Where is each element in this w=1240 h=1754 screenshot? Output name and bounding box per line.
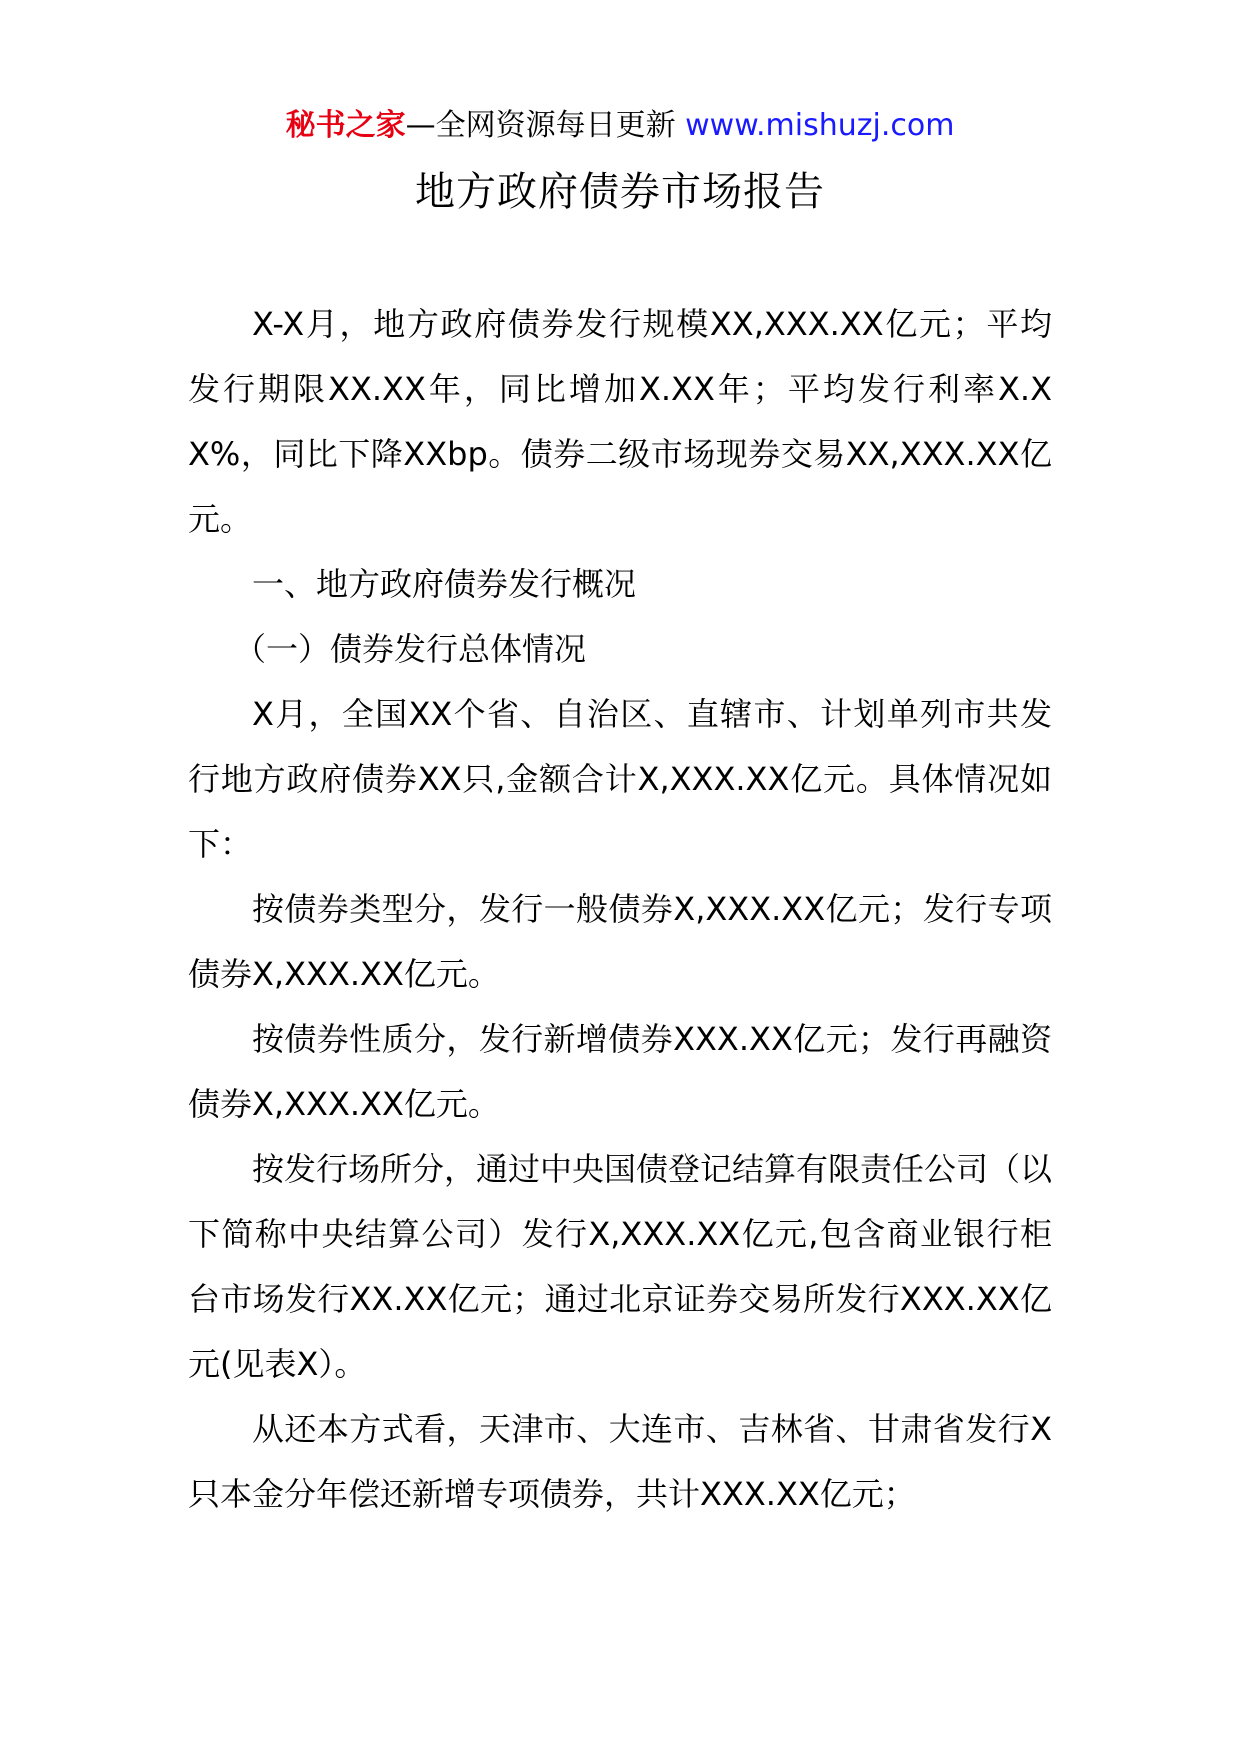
section-heading: 一、地方政府债券发行概况 <box>252 565 637 603</box>
document-body <box>188 292 1052 1527</box>
paragraph-by-venue: 按发行场所分，通过中央国债登记结算有限责任公司（以下简称中央结算公司）发行X,XXX.XX亿元,包含商业银行柜台市场发行XX.XX亿元；通过北京证券交易所发行XXX.XX亿元(见表X）。 <box>188 1150 1053 1383</box>
paragraph-overview: X月，全国XX个省、自治区、直辖市、计划单列市共发行地方政府债券XX只,金额合计X,XXX.XX亿元。具体情况如下： <box>188 695 1052 863</box>
site-url-link[interactable]: www.mishuzj.com <box>685 108 955 143</box>
paragraph-repayment: 从还本方式看，天津市、大连市、吉林省、甘肃省发行X只本金分年偿还新增专项债券，共计XXX.XX亿元； <box>188 1410 1052 1513</box>
document-title: 地方政府债券市场报告 <box>415 169 825 215</box>
paragraph-by-type: 按债券类型分，发行一般债券X,XXX.XX亿元；发行专项债券X,XXX.XX亿元。 <box>188 890 1052 993</box>
paragraph-by-nature: 按债券性质分，发行新增债券XXX.XX亿元；发行再融资债券X,XXX.XX亿元。 <box>188 1020 1052 1123</box>
subsection-heading: （一）债券发行总体情况 <box>234 630 587 668</box>
site-banner <box>0 104 1240 148</box>
paragraph-summary: X-X月，地方政府债券发行规模XX,XXX.XX亿元；平均发行期限XX.XX年，同比增加X.XX年；平均发行利率X.XX%，同比下降XXbp。债券二级市场现券交易XX,XXX.XX亿元。 <box>188 305 1052 538</box>
banner-slogan: —全网资源每日更新 <box>405 108 676 143</box>
brand-name: 秘书之家 <box>285 108 406 143</box>
